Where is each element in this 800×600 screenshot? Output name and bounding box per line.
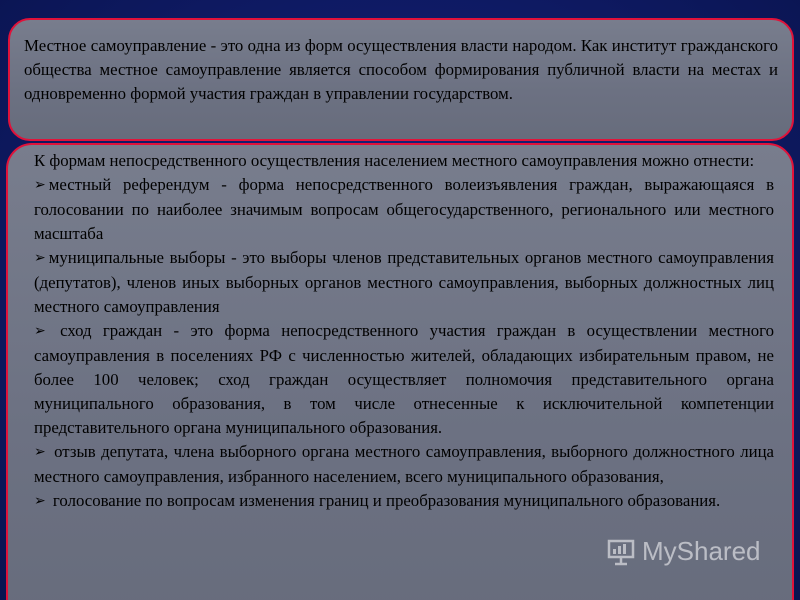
list-item — [34, 173, 774, 246]
arrow-bullet-icon: ➢ — [34, 444, 46, 460]
forms-box — [6, 143, 794, 600]
list-item-text: сход граждан - это форма непосредственного участия граждан в осуществлении местного самоуправления в поселениях РФ с численностью жителей, обладающих избирательным правом, не более 100 человек; сход граждан осуществляет полномочия представительного органа муниципального образования, в том числе отнесенные к исключительной компетенции представительного органа муниципального образования. — [34, 321, 774, 437]
arrow-bullet-icon: ➢ — [34, 250, 46, 266]
arrow-bullet-icon: ➢ — [34, 493, 46, 509]
list-item-text: местный референдум - форма непосредственного волеизъявления граждан, выражающаяся в голосовании по наиболее значимым вопросам общегосударственного, регионального или местного масштаба — [34, 175, 774, 243]
list-item — [34, 440, 774, 489]
list-item — [34, 489, 774, 514]
intro-box — [8, 18, 794, 141]
list-item-text: муниципальные выборы - это выборы членов представительных органов местного самоуправления (депутатов), членов иных выборных органов местного самоуправления, выборных должностных лиц местного самоуправления — [34, 248, 774, 316]
list-item-text: отзыв депутата, члена выборного органа местного самоуправления, выборного должностного лица местного самоуправления, избранного населением, всего муниципального образования, — [34, 442, 774, 486]
list-item — [34, 246, 774, 319]
watermark — [606, 536, 761, 567]
watermark-text: MyShared — [642, 536, 761, 566]
list-item — [34, 319, 774, 440]
intro-text: Местное самоуправление - это одна из форм осуществления власти народом. Как институт гражданского общества местное самоуправление является способом формирования публичной власти на местах и одновременно формой участия граждан в управлении государством. — [24, 36, 778, 103]
presentation-board-icon — [606, 537, 636, 567]
arrow-bullet-icon: ➢ — [34, 323, 46, 339]
forms-lead: К формам непосредственного осуществления населением местного самоуправления можно отнести: — [34, 151, 755, 170]
list-item-text: голосование по вопросам изменения границ и преобразования муниципального образования. — [48, 491, 721, 510]
arrow-bullet-icon: ➢ — [34, 177, 46, 193]
